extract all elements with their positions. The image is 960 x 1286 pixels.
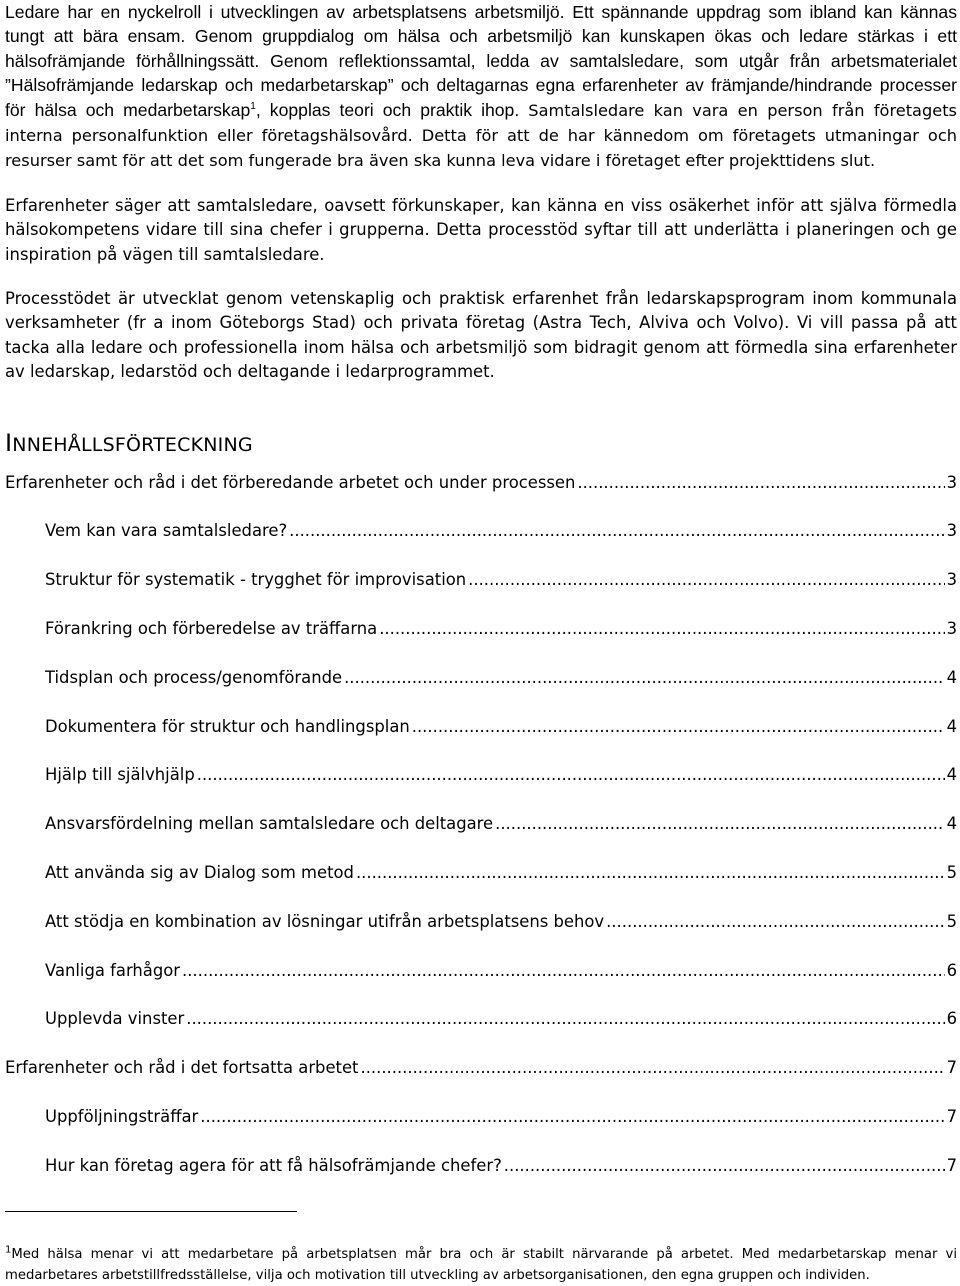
toc-heading bbox=[5, 429, 957, 457]
toc-entry[interactable] bbox=[5, 570, 957, 594]
toc-entry-page[interactable]: 6 bbox=[946, 1009, 957, 1029]
toc-entry[interactable] bbox=[5, 1009, 957, 1033]
toc-entry-page[interactable]: 3 bbox=[946, 619, 957, 639]
footnote-reference[interactable]: 1 bbox=[250, 100, 256, 112]
toc-heading-initial: I bbox=[5, 428, 13, 457]
toc-entry-page[interactable]: 4 bbox=[946, 814, 957, 834]
toc-leader-dots bbox=[468, 570, 944, 589]
toc-entry-label[interactable]: Att stödja en kombination av lösningar utifrån arbetsplatsens behov bbox=[45, 911, 605, 931]
toc-entry[interactable] bbox=[5, 961, 957, 985]
toc-entry[interactable] bbox=[5, 1156, 957, 1180]
toc-entry-label[interactable]: Att använda sig av Dialog som metod bbox=[45, 863, 354, 883]
toc-leader-dots bbox=[379, 619, 944, 638]
toc-leader-dots bbox=[360, 1058, 944, 1077]
footnote-text: Med hälsa menar vi att medarbetare på arbetsplatsen mår bra och är stabilt närvarande på arbetet. Med medarbetarskap menar vi medarbetares arbetstillfredsställelse, vilja och motivation till utveckling av arbetsorganisationen, den egna gruppen och individen. bbox=[5, 1247, 957, 1283]
toc-entry-label[interactable]: Dokumentera för struktur och handlingsplan bbox=[45, 716, 410, 736]
toc-entry-label[interactable]: Förankring och förberedelse av träffarna bbox=[45, 619, 378, 639]
toc-leader-dots bbox=[197, 765, 945, 784]
toc-entry-page[interactable]: 7 bbox=[946, 1107, 957, 1127]
document-page bbox=[5, 0, 957, 1205]
toc-entry-page[interactable]: 3 bbox=[946, 570, 957, 590]
toc-entry[interactable] bbox=[5, 1058, 957, 1082]
intro-text-4: Samtalsledare kan vara en person från företagets interna personalfunktion eller företagshälsovård. Detta för att de har kännedom om företagets utmaningar och resurser samt för att det som fungerade bra även ska kunna leva vidare i företaget efter projekttidens slut. bbox=[5, 100, 957, 171]
toc-entry-page[interactable]: 5 bbox=[946, 911, 957, 931]
toc-entry-page[interactable]: 4 bbox=[946, 716, 957, 736]
toc-entry-label[interactable]: Hur kan företag agera för att få hälsofrämjande chefer? bbox=[45, 1155, 502, 1175]
toc-entry[interactable] bbox=[5, 668, 957, 692]
toc-entry-page[interactable]: 4 bbox=[946, 667, 957, 687]
paragraph-acknowledgement: Processtödet är utvecklat genom vetenskaplig och praktisk erfarenhet från ledarskapsprogram inom kommunala verksamheter (fr a inom Göteborgs Stad) och privata företag (Astra Tech, Alviva och Volvo). Vi vill passa på att tacka alla ledare och professionella inom hälsa och arbetsmiljö som bidragit genom att förmedla sina erfarenheter av ledarskap, ledarstöd och deltagande i ledarprogrammet. bbox=[5, 289, 957, 382]
toc-entry[interactable] bbox=[5, 912, 957, 936]
toc-entry[interactable] bbox=[5, 521, 957, 545]
toc-leader-dots bbox=[200, 1107, 944, 1126]
toc-entry[interactable] bbox=[5, 814, 957, 838]
toc-entry[interactable] bbox=[5, 619, 957, 643]
toc-entry-label[interactable]: Vanliga farhågor bbox=[45, 960, 181, 980]
toc-entry[interactable] bbox=[5, 765, 957, 789]
intro-text-1: Ledare har en nyckelroll i utvecklingen av arbetsplatsens arbetsmiljö. Ett spännande uppdrag som ibland kan kännas tungt att bära ensam. Genom gruppdialog om hälsa och arbetsmiljö kan kunskapen ökas och ledare stärkas i ett hälsofrämjande förhållningssätt. bbox=[5, 2, 957, 71]
toc-entry-page[interactable]: 5 bbox=[946, 863, 957, 883]
toc-entry-label[interactable]: Hjälp till självhjälp bbox=[45, 765, 195, 785]
toc-leader-dots bbox=[495, 814, 944, 833]
toc-entry-page[interactable]: 3 bbox=[946, 472, 957, 492]
toc-entry-label[interactable]: Erfarenheter och råd i det fortsatta arbetet bbox=[5, 1058, 359, 1078]
toc-entry-page[interactable]: 6 bbox=[946, 960, 957, 980]
toc-entry-label[interactable]: Ansvarsfördelning mellan samtalsledare och deltagare bbox=[45, 814, 494, 834]
toc-entry-label[interactable]: Uppföljningsträffar bbox=[45, 1107, 199, 1127]
toc-entry-label[interactable]: Struktur för systematik - trygghet för improvisation bbox=[45, 570, 467, 590]
intro-text-2: Genom reflektionssamtal, ledda av samtalsledare, som utgår från arbetsmaterialet ”Hälsofrämjande ledarskap och medarbetarskap” och deltagarnas egna erfarenheter av främjande/hindrande processer för hälsa och medarbetarskap bbox=[5, 50, 957, 120]
toc-entry-label[interactable]: Upplevda vinster bbox=[45, 1009, 185, 1029]
toc-leader-dots bbox=[182, 961, 945, 980]
toc-heading-rest: NNEHÅLLSFÖRTECKNING bbox=[12, 433, 253, 456]
toc-leader-dots bbox=[606, 912, 944, 931]
toc-leader-dots bbox=[344, 668, 944, 687]
toc-leader-dots bbox=[289, 521, 944, 540]
toc-leader-dots bbox=[412, 717, 945, 736]
footnote bbox=[5, 1244, 957, 1286]
toc-entry-page[interactable]: 7 bbox=[946, 1058, 957, 1078]
toc-entry[interactable] bbox=[5, 473, 957, 497]
toc-entry-label[interactable]: Tidsplan och process/genomförande bbox=[45, 667, 343, 687]
toc-entry-label[interactable]: Vem kan vara samtalsledare? bbox=[45, 521, 288, 541]
footnote-separator bbox=[5, 1211, 297, 1212]
intro-text-3: , kopplas teori och praktik ihop. bbox=[255, 99, 520, 120]
toc-leader-dots bbox=[577, 473, 944, 492]
toc-leader-dots bbox=[504, 1156, 945, 1175]
toc-entry-page[interactable]: 7 bbox=[946, 1155, 957, 1175]
footnote-marker: 1 bbox=[5, 1244, 12, 1256]
intro-paragraph bbox=[5, 0, 957, 174]
toc-entry-page[interactable]: 3 bbox=[946, 521, 957, 541]
toc-entry[interactable] bbox=[5, 863, 957, 887]
table-of-contents bbox=[5, 473, 957, 1180]
toc-leader-dots bbox=[356, 863, 945, 882]
toc-entry[interactable] bbox=[5, 1107, 957, 1131]
toc-leader-dots bbox=[186, 1009, 944, 1028]
toc-entry[interactable] bbox=[5, 717, 957, 741]
toc-entry-label[interactable]: Erfarenheter och råd i det förberedande arbetet och under processen bbox=[5, 472, 576, 492]
paragraph-facilitator-uncertainty: Erfarenheter säger att samtalsledare, oavsett förkunskaper, kan känna en viss osäkerhet inför att själva förmedla hälsokompetens vidare till sina chefer i grupperna. Detta processtöd syftar till att underlätta i planeringen och ge inspiration på vägen till samtalsledare. bbox=[5, 195, 957, 264]
toc-entry-page[interactable]: 4 bbox=[946, 765, 957, 785]
